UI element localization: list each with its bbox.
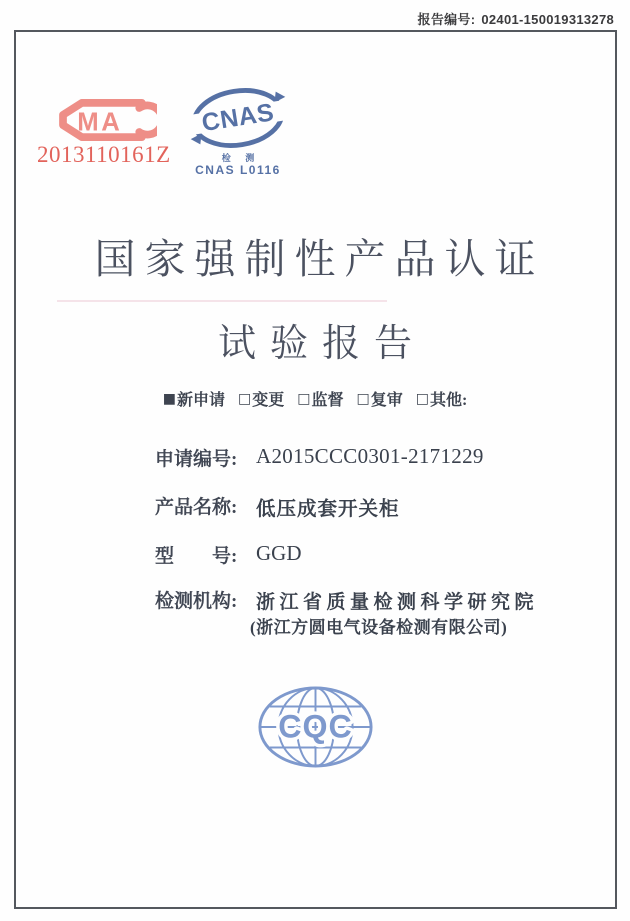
checkbox-unchecked-icon: □: [297, 390, 311, 407]
cqc-logo-icon: [257, 686, 374, 768]
cma-license-number: 2013110161Z: [37, 142, 171, 167]
cnas-logo-icon: [188, 86, 288, 150]
checkbox-unchecked-icon: □: [356, 390, 370, 407]
checkbox-label: 其他:: [429, 392, 468, 409]
report-number-label: 报告编号:: [417, 12, 476, 27]
cma-letters: MA: [77, 108, 123, 137]
checkbox-other: [416, 387, 468, 410]
checkbox-checked-icon: ■: [162, 390, 176, 407]
checkbox-label: 新申请: [176, 392, 225, 409]
product-name-label: 产品名称:: [155, 497, 238, 518]
report-number-value: 02401-150019313278: [481, 12, 614, 27]
checkbox-new-application: [163, 387, 225, 410]
test-organization-value: 浙江省质量检测科学研究院: [256, 592, 539, 613]
checkbox-supervision: [297, 387, 343, 410]
cnas-accreditation-number: CNAS L0116: [195, 163, 281, 177]
cnas-caption: 检 测: [221, 153, 261, 163]
cma-logo-icon: [53, 96, 157, 144]
cnas-letters: CNAS: [199, 98, 277, 138]
checkbox-change: [238, 387, 284, 410]
report-subtitle: 试验报告: [217, 323, 426, 365]
cqc-letters: CQC: [278, 708, 353, 745]
scan-artifact-line: [57, 300, 387, 302]
product-name-value: 低压成套开关柜: [256, 499, 400, 520]
application-number-value: A2015CCC0301-2171229: [256, 444, 484, 468]
application-type-row: [0, 387, 630, 410]
model-label: 型 号:: [155, 546, 238, 567]
model-value: GGD: [256, 541, 302, 565]
checkbox-label: 监督: [311, 392, 344, 409]
checkbox-review: [356, 387, 402, 410]
checkbox-label: 变更: [252, 392, 285, 409]
application-number-label: 申请编号:: [155, 449, 238, 470]
certificate-title: 国家强制性产品认证: [94, 236, 545, 282]
report-number-header: [418, 9, 614, 28]
test-organization-value-line2: (浙江方圆电气设备检测有限公司): [250, 618, 508, 637]
checkbox-unchecked-icon: □: [415, 390, 429, 407]
checkbox-label: 复审: [370, 392, 403, 409]
checkbox-unchecked-icon: □: [237, 390, 252, 407]
test-organization-label: 检测机构:: [155, 591, 238, 612]
